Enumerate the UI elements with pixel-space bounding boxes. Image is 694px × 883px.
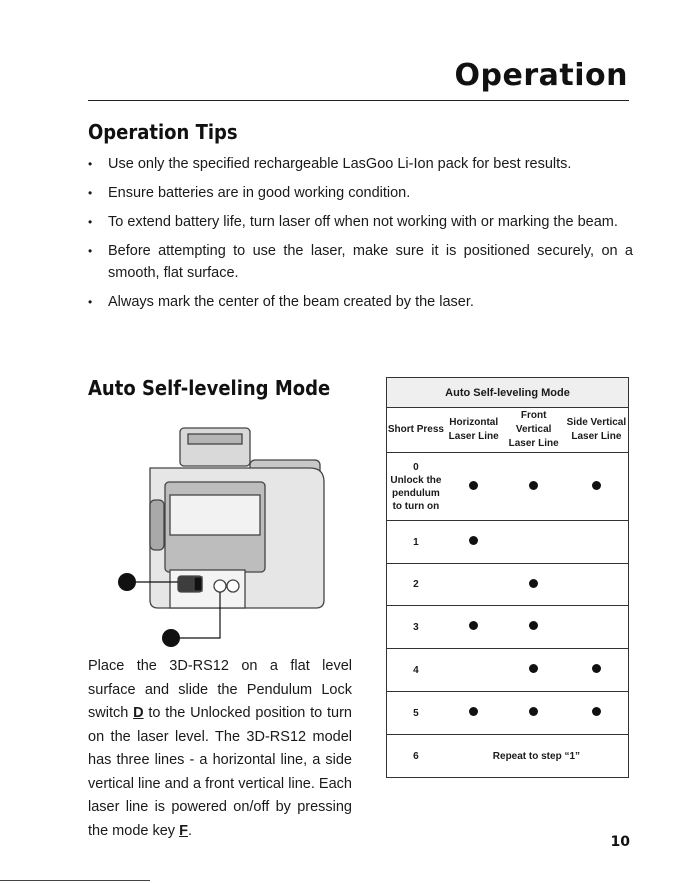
- laser-on-dot: [592, 664, 601, 673]
- mode-cell-fv: [503, 692, 565, 735]
- col-horizontal: Horizontal Laser Line: [445, 408, 503, 453]
- mode-cell-sv: [565, 521, 629, 564]
- auto-mode-description: Place the 3D-RS12 on a flat level surface and slide the Pendulum Lock switch D to the Unlocked position to turn on the laser level. The 3D-RS12 model has three lines - a horizontal line, a side vertical line and a front vertical line. Each laser line is powered on/off by pressing the mode key F.: [88, 658, 352, 839]
- page-number: 10: [610, 834, 630, 850]
- mode-press-value: 2: [387, 564, 445, 606]
- mode-cell-sv: [565, 564, 629, 606]
- operation-tips-heading: Operation Tips: [88, 120, 238, 144]
- mode-row: [387, 649, 629, 692]
- col-side-vertical: Side Vertical Laser Line: [565, 408, 629, 453]
- mode-press-value: 5: [387, 692, 445, 735]
- tip-item: • To extend battery life, turn laser off when not working with or marking the beam.: [88, 214, 618, 230]
- mode-table-title: Auto Self-leveling Mode: [387, 378, 629, 408]
- mode-cell-h: [445, 453, 503, 521]
- mode-key-label: F: [179, 822, 188, 839]
- mode-cell-fv: [503, 606, 565, 649]
- mode-row: [387, 521, 629, 564]
- footer-rule: [0, 880, 150, 881]
- mode-cell-h: [445, 692, 503, 735]
- tip-item: • Use only the specified rechargeable LasGoo Li-Ion pack for best results.: [88, 156, 572, 172]
- mode-cell-h: [445, 521, 503, 564]
- mode-cell-h: [445, 649, 503, 692]
- mode-cell-fv: [503, 649, 565, 692]
- laser-on-dot: [469, 481, 478, 490]
- laser-on-dot: [469, 536, 478, 545]
- operation-tips-list: [88, 153, 633, 320]
- tip-item: • Before attempting to use the laser, make sure it is positioned securely, on a smooth, flat surface.: [88, 243, 633, 281]
- mode-cell-sv: [565, 606, 629, 649]
- laser-on-dot: [469, 621, 478, 630]
- mode-cell-sv: [565, 453, 629, 521]
- laser-on-dot: [529, 481, 538, 490]
- mode-row-note: Repeat to step “1”: [445, 735, 629, 778]
- mode-cell-h: [445, 606, 503, 649]
- mode-cell-fv: [503, 453, 565, 521]
- mode-row: [387, 564, 629, 606]
- col-short-press: Short Press: [387, 408, 445, 453]
- mode-row: [387, 453, 629, 521]
- col-front-vertical: Front Vertical Laser Line: [503, 408, 565, 453]
- page-header-title: Operation: [454, 58, 628, 93]
- laser-on-dot: [529, 621, 538, 630]
- mode-cell-sv: [565, 649, 629, 692]
- laser-on-dot: [529, 707, 538, 716]
- mode-cell-h: [445, 564, 503, 606]
- auto-self-leveling-heading: Auto Self-leveling Mode: [88, 376, 331, 400]
- laser-on-dot: [529, 664, 538, 673]
- mode-row: [387, 735, 629, 778]
- laser-on-dot: [592, 707, 601, 716]
- mode-cell-sv: [565, 692, 629, 735]
- mode-press-value: 4: [387, 649, 445, 692]
- mode-cell-fv: [503, 564, 565, 606]
- mode-row: [387, 606, 629, 649]
- laser-on-dot: [469, 707, 478, 716]
- laser-on-dot: [592, 481, 601, 490]
- tip-item: • Ensure batteries are in good working condition.: [88, 185, 411, 201]
- mode-press-value: 0 Unlock the pendulum to turn on: [387, 453, 445, 521]
- laser-level-illustration: [110, 420, 335, 650]
- mode-press-value: 6: [387, 735, 445, 778]
- pendulum-switch-label: D: [133, 705, 144, 721]
- tip-item: • Always mark the center of the beam created by the laser.: [88, 294, 474, 310]
- mode-press-value: 1: [387, 521, 445, 564]
- mode-table: [386, 377, 629, 778]
- mode-cell-fv: [503, 521, 565, 564]
- mode-row: [387, 692, 629, 735]
- header-divider: [88, 100, 629, 101]
- mode-press-value: 3: [387, 606, 445, 649]
- laser-on-dot: [529, 579, 538, 588]
